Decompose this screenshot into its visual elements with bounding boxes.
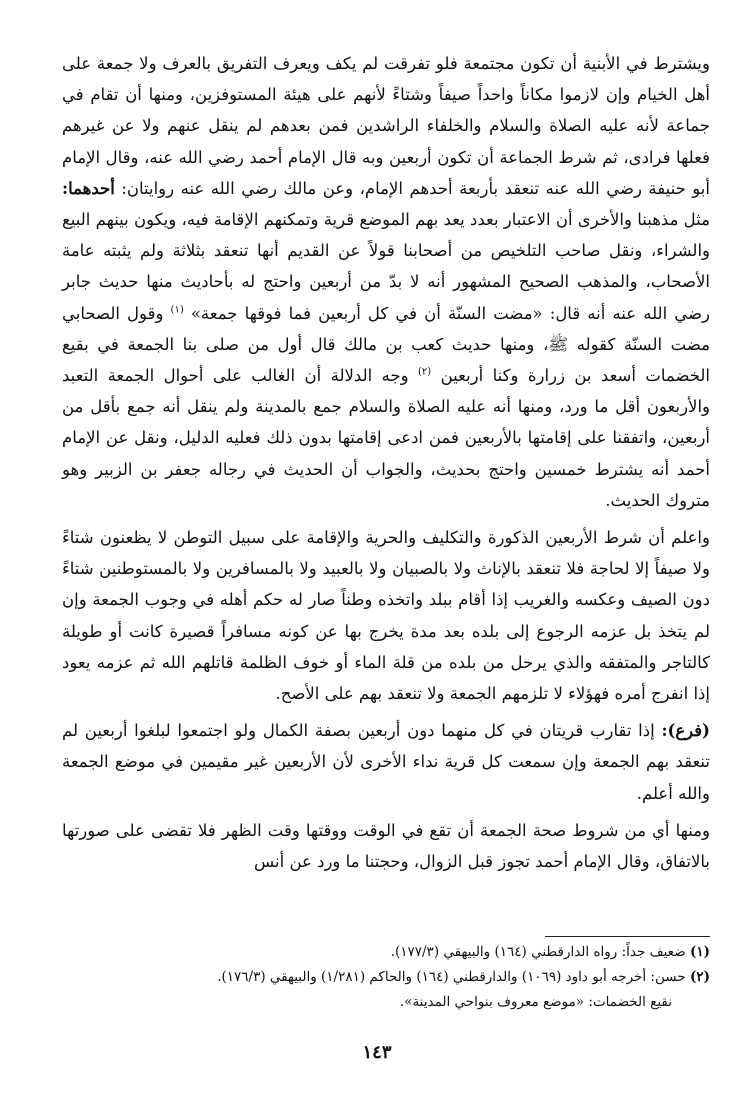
footnotes: [62, 940, 710, 1015]
paragraph-1-text: مثل مذهبنا والأخرى أن الاعتبار بعدد يعد بهم الموضع قرية وتمكنهم الإقامة فيه، ويكون بينهم البيع والشراء، ونقل صاحب التلخيص من أصحابنا قولاً عن القديم أنها تنعقد بثلاثة ولم يثبته عامة الأصحاب، والمذهب الصحيح المشهور أنه لا بدّ من أربعين واحتج له بأحاديث منها حديث جابر رضي الله عنه أنه قال: «مضت السنّة أن في كل أربعين فما فوقها جمعة»: [62, 210, 710, 323]
paragraph-1-text2: وقول الصحابي مضت السنّة كقوله ﷺ، ومنها حديث كعب بن مالك قال أول من صلى بنا الجمعة في بقيع الخضمات أسعد بن زرارة وكنا أربعين: [62, 303, 711, 386]
paragraph-1-text3: وجه الدلالة أن الغالب على أحوال الجمعة التعبد والأربعون أقل ما ورد، ومنها أنه عليه الصلاة والسلام جمع بالمدينة ولم ينقل أنه جمع بأقل من أربعين، واتفقنا على إقامتها بالأربعين فمن ادعى إقامتها بدون ذلك فعليه الدليل، ونقل عن الإمام أحمد أنه يشترط خمسين واحتج بحديث، والجواب أن الحديث في رجاله جعفر بن الزبير وهو متروك الحديث.: [62, 366, 710, 510]
paragraph-2-text: واعلم أن شرط الأربعين الذكورة والتكليف والحرية والإقامة على سبيل التوطن لا يظعنون شتاءً ولا صيفاً إلا لحاجة فلا تنعقد بالإناث ولا بالصبيان ولا بالعبيد ولا بالمسافرين ولا بالمستوطنين شتاءً دون الصيف وعكسه والغريب إذا أقام ببلد واتخذه وطناً صار له حكم أهله في وجوب الجمعة وإن لم يتخذ بل عزمه الرجوع إلى بلده بعد مدة يخرج بها عن كونه مسافراً قصيرة كانت أو طويلة كالتاجر والمتفقه والذي يرحل من بلده من قلة الماء أو خوف الظلمة قاتلهم الله ثم عزمه يعود إذا انفرج أمره فهؤلاء لا تلزمهم الجمعة ولا تنعقد بهم على الأصح.: [62, 528, 710, 704]
paragraph-1-lead: أحدهما:: [62, 178, 115, 198]
footnote-text: نقيع الخضمات: «موضع معروف بنواحي المدينة».: [399, 994, 672, 1010]
footnote-divider: [545, 936, 710, 937]
footnote-2-continuation: [62, 990, 710, 1015]
footnote-2: [62, 965, 710, 990]
footnote-ref-2[interactable]: (٢): [418, 366, 432, 378]
page-number: ١٤٣: [362, 1042, 392, 1063]
footnote-1: [62, 940, 710, 965]
footnote-text: حسن: أخرجه أبو داود (١٠٦٩) والدارقطني (١٦٤) والحاكم (١/٢٨١) والبيهقي (١٧٦/٣).: [217, 969, 686, 985]
footnote-number: (٢): [689, 969, 710, 985]
footnote-ref-1[interactable]: (١): [170, 304, 184, 316]
main-text: [62, 48, 710, 877]
paragraph-3: [62, 715, 710, 809]
paragraph-3-lead: (فرع):: [661, 721, 710, 741]
footnote-text: ضعيف جداً: رواه الدارقطني (١٦٤) والبيهقي (١٧٧/٣).: [390, 944, 686, 960]
footnote-number: (١): [689, 944, 710, 960]
paragraph-1: [62, 48, 710, 516]
paragraph-4-text: ومنها أي من شروط صحة الجمعة أن تقع في الوقت ووقتها وقت الظهر فلا تقضى على صورتها بالاتفاق، وقال الإمام أحمد تجوز قبل الزوال، وحجتنا ما ورد عن أنس: [62, 820, 710, 872]
paragraph-1-intro: ويشترط في الأبنية أن تكون مجتمعة فلو تفرقت لم يكف ويعرف التفريق بالعرف ولا جمعة على أهل الخيام وإن لازموا مكاناً واحداً صيفاً وشتاءً لأنهم على هيئة المستوفزين، ومنها أن تقام في جماعة لأنه عليه الصلاة والسلام والخلفاء الراشدين فمن بعدهم لم ينقل عنهم ولا عن غيرهم فعلها فرادى، ثم شرط الجماعة أن تكون أربعين وبه قال الإمام أحمد رضي الله عنه، وقال الإمام أبو حنيفة رضي الله عنه تنعقد بأربعة أحدهم الإمام، وعن مالك رضي الله عنه روايتان:: [62, 54, 710, 198]
paragraph-3-text: إذا تقارب قريتان في كل منهما دون أربعين بصفة الكمال ولو اجتمعوا لبلغوا أربعين لم تنعقد بهم الجمعة وإن سمعت كل قرية نداء الأخرى لأن الأربعين غير مقيمين في موضع الجمعة والله أعلم.: [62, 721, 710, 803]
paragraph-4: [62, 815, 710, 877]
paragraph-2: [62, 522, 710, 709]
